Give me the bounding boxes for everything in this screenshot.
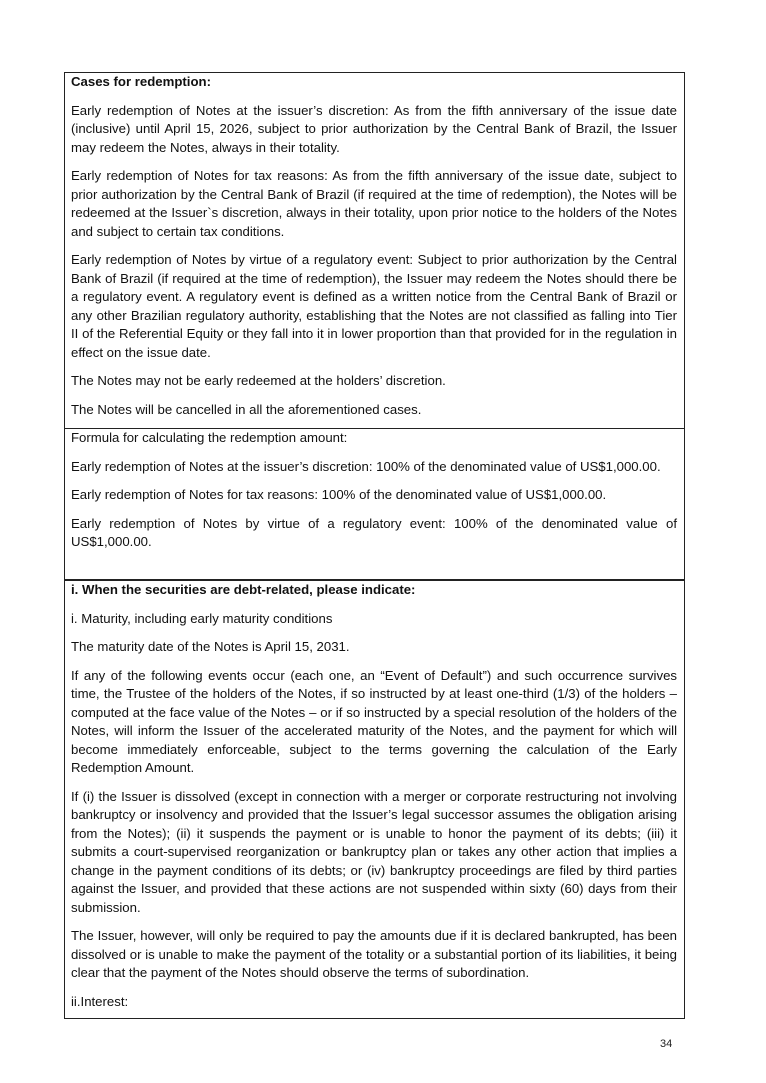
paragraph: The Notes may not be early redeemed at the holders’ discretion.	[71, 373, 446, 388]
section-cases-for-redemption	[65, 73, 684, 429]
section-heading: Cases for redemption:	[71, 74, 211, 89]
paragraph: The Notes will be cancelled in all the aforementioned cases.	[71, 401, 422, 417]
paragraph: If (i) the Issuer is dissolved (except in connection with a merger or corporate restructuring not involving bankruptcy or insolvency and provided that the Issuer’s legal successor assumes the obligation arising from the Notes); (ii) it suspends the payment or is unable to honor the payment of its debts; (iii) it submits a court-supervised reorganization or bankruptcy plan or takes any other action that implies a change in the payment conditions of its debts; or (iv) bankruptcy proceedings are filed by third parties against the Issuer, and provided that these actions are not suspended within sixty (60) days from their submission.	[71, 788, 677, 915]
paragraph: ii.Interest:	[71, 993, 129, 1009]
paragraph: Early redemption of Notes at the issuer’s discretion: As from the fifth anniversary of the issue date (inclusive) until April 15, 2026, subject to prior authorization by the Central Bank of Brazil, the Issuer may redeem the Notes, always in their totality.	[71, 102, 677, 155]
paragraph: Early redemption of Notes for tax reasons: As from the fifth anniversary of the issue date, subject to prior authorization by the Central Bank of Brazil (if required at the time of redemption), the Notes will be redeemed at the Issuer`s discretion, always in their totality, upon prior notice to the holders of the Notes and subject to certain tax conditions.	[71, 168, 677, 239]
page-number: 34	[660, 1038, 673, 1050]
document-table	[64, 72, 685, 1019]
paragraph: Early redemption of Notes at the issuer’s discretion: 100% of the denominated value of US$1,000.00.	[71, 458, 661, 474]
section-heading: i. When the securities are debt-related, please indicate:	[71, 582, 416, 597]
paragraph: If any of the following events occur (each one, an “Event of Default”) and such occurrence survives time, the Trustee of the holders of the Notes, if so instructed by at least one-third (1/3) of the holders – computed at the face value of the Notes – or if so instructed by a special resolution of the holders of the Notes, will inform the Issuer of the accelerated maturity of the Notes, and the payment for which will become immediately enforceable, subject to the terms governing the calculation of the Early Redemption Amount.	[71, 667, 677, 775]
paragraph: i. Maturity, including early maturity conditions	[71, 610, 333, 626]
paragraph: Early redemption of Notes by virtue of a regulatory event: Subject to prior authorization by the Central Bank of Brazil (if required at the time of redemption), the Issuer may redeem the Notes should there be a regulatory event. A regulatory event is defined as a written notice from the Central Bank of Brazil or any other Brazilian regulatory authority, establishing that the Notes are not classified as falling into Tier II of the Referential Equity or they fall into it in lower proportion than that provided for in the regulation in effect on the issue date.	[71, 252, 677, 360]
paragraph: Early redemption of Notes by virtue of a regulatory event: 100% of the denominated value of US$1,000.00.	[71, 515, 677, 549]
section-redemption-formula	[65, 429, 684, 562]
paragraph: The maturity date of the Notes is April 15, 2031.	[71, 639, 350, 654]
section-heading: Formula for calculating the redemption amount:	[71, 430, 348, 445]
section-debt-securities	[65, 581, 684, 1021]
paragraph: Early redemption of Notes for tax reasons: 100% of the denominated value of US$1,000.00.	[71, 487, 607, 502]
paragraph: The Issuer, however, will only be required to pay the amounts due if it is declared bankrupted, has been dissolved or is unable to make the payment of the totality or a substantial portion of its liabilities, it being clear that the payment of the Notes should observe the terms of subordination.	[71, 928, 677, 980]
